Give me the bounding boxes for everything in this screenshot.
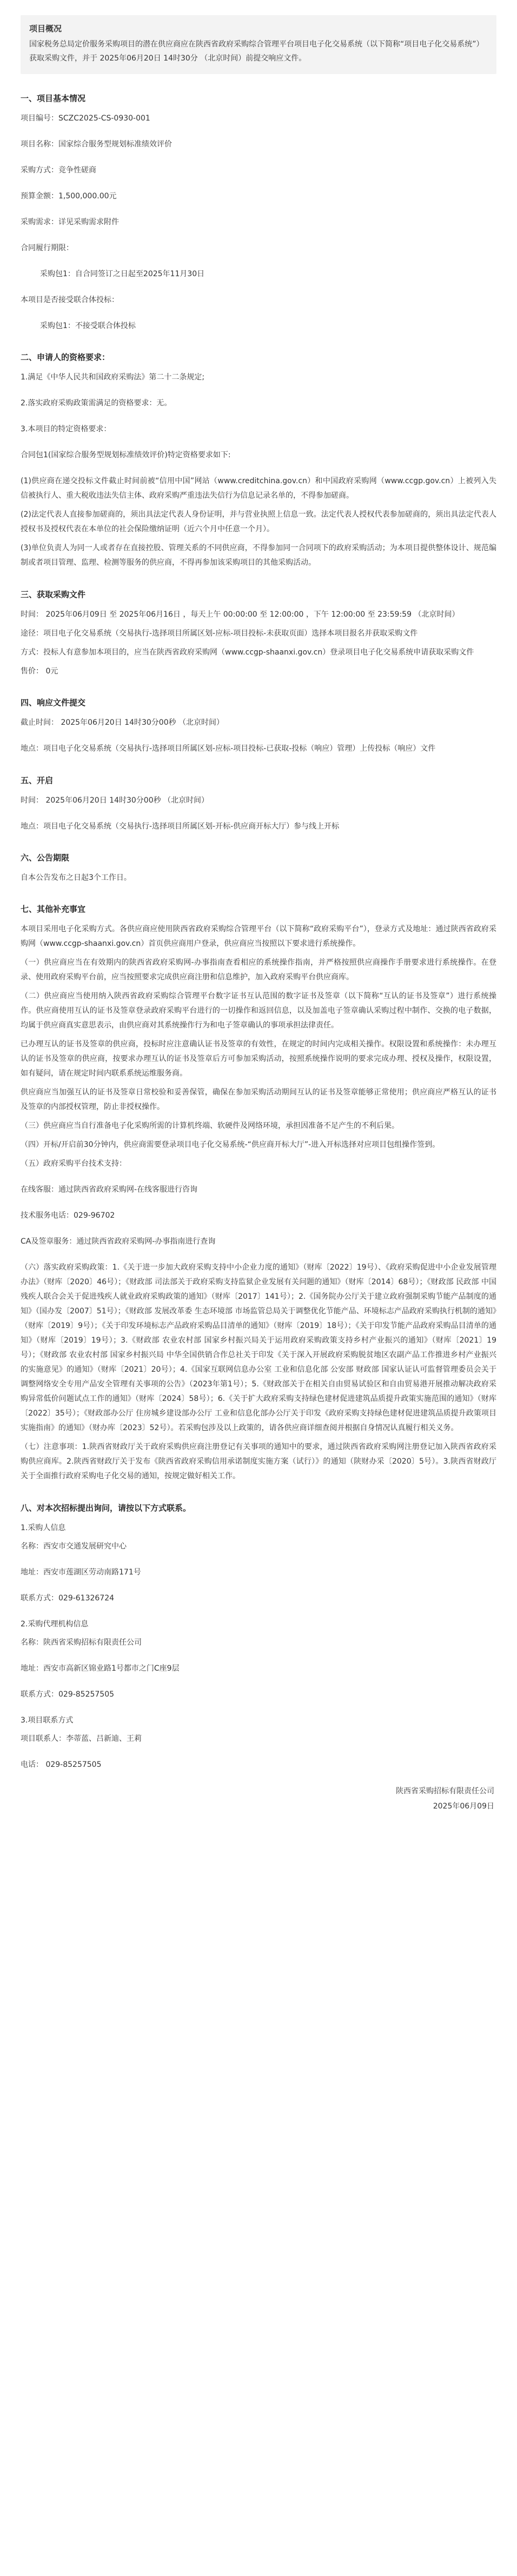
other-matters-paragraph: 已办理互认的证书及签章的供应商，投标时应注意确认证书及签章的有效性，在规定的时间内完成相关操作。权限设置和系统操作：未办理互认的证书及签章的供应商，按要求办理互认的证书及签章后方可参加采购活动，按照系统操作说明的要求完成办理、授权及操作，权限设置，如有疑问，请在规定时间内联系系统运维服务商。: [21, 1040, 496, 1078]
online-service: 在线客服：通过陕西省政府采购网-在线客服进行咨询: [21, 1185, 198, 1194]
other-matters-paragraph: （三）供应商应当自行准备电子化采购所需的计算机终端、软硬件及网络环境，承担因准备不足产生的不利后果。: [21, 1122, 399, 1130]
package-qualification-intro: 合同包1(国家综合服务型规划标准绩效评价)特定资格要求如下:: [21, 451, 231, 459]
signature-date: 2025年06月09日: [433, 1802, 494, 1811]
other-matters-paragraph: 供应商应当加强互认的证书及签章日常校验和妥善保管，确保在参加采购活动期间互认的证书及签章能够正常使用；供应商应严格互认的证书及签章的内部授权管理，防止非授权操作。: [21, 1088, 496, 1111]
policy-paragraph: （六）落实政府采购政策：1.《关于进一步加大政府采购支持中小企业力度的通知》（财库〔2022〕19号）、《政府采购促进中小企业发展管理办法》（财库〔2020〕46号）；《财政部 司法部关于政府采购支持监狱企业发展有关问题的通知》（财库〔2014〕68号）；《财政部 民政部 中国残疾人联合会关于促进残疾人就业政府采购政策的通知》（财库〔2017〕141号）；2.《国务院办公厅关于建立政府强制采购节能产品制度的通知》（国办发〔2007〕51号）；《财政部 发展改革委 生态环境部 市场监管总局关于调整优化节能产品、环境标志产品政府采购执行机制的通知》（财库〔2019〕9号）；《关于印发环境标志产品政府采购品目清单的通知》（财库〔2019〕18号）；《关于印发节能产品政府采购品目清单的通知》（财库〔2019〕19号）；3.《财政部 农业农村部 国家乡村振兴局关于运用政府采购政策支持乡村产业振兴的通知》（财库〔2021〕19号）；《财政部 农业农村部 国家乡村振兴局 中华全国供销合作总社关于印发《关于深入开展政府采购脱贫地区农副产品工作推进乡村产业振兴的实施意见》的通知》（财库〔2021〕20号）；4.《国家互联网信息办公室 工业和信息化部 公安部 财政部 国家认证认可监督管理委员会关于调整网络安全专用产品安全管理有关事项的公告》（2023年第1号）；5.《财政部关于在相关自由贸易试验区和自由贸易港开展推动解决政府采购异常低价问题试点工作的通知》（财库〔2024〕58号）；6.《关于扩大政府采购支持绿色建材促进建筑品质提升政策实施范围的通知》（财库〔2022〕35号）；《财政部办公厅 住房城乡建设部办公厅 工业和信息化部办公厅关于印发《政府采购支持绿色建材促进建筑品质提升政策项目实施指南》的通知》（财办库〔2023〕52号）。若采购包涉及以上政策的，请各供应商详细查阅并根据自身情况认真履行相关义务。: [21, 1263, 496, 1432]
contract-term-value: 采购包1：自合同签订之日起至2025年11月30日: [40, 270, 205, 278]
obtain-route: 途径：项目电子化交易系统（交易执行-选择项目所属区划-应标-项目投标-未获取页面）选择本项目报名并获取采购文件: [21, 629, 418, 638]
ca-service: CA及签章服务：通过陕西省政府采购网-办事指南进行查询: [21, 1237, 216, 1246]
qualification-item: 1.满足《中华人民共和国政府采购法》第二十二条规定;: [21, 373, 205, 382]
agency-heading: 2.采购代理机构信息: [21, 1620, 89, 1629]
project-contact-phone: 电话： 029-85257505: [21, 1760, 102, 1769]
other-matters-paragraph: 本项目采用电子化采购方式。各供应商应使用陕西省政府采购综合管理平台（以下简称“政府采购平台”），登录方式及地址：通过陕西省政府采购网（www.ccgp-shaanxi.gov.cn）首页供应商用户登录，供应商应当按照以下要求进行系统操作。: [21, 925, 496, 948]
section-contact-title: 八、对本次招标提出询问，请按以下方式联系。: [21, 1503, 191, 1513]
signature-block: [21, 1784, 496, 1814]
summary-heading: 项目概况: [29, 24, 62, 34]
purchaser-phone: 联系方式：029-61326724: [21, 1594, 115, 1603]
project-number: 项目编号：SCZC2025-CS-0930-001: [21, 114, 150, 123]
budget-amount: 预算金额：1,500,000.00元: [21, 192, 117, 201]
section-obtain-documents-title: 三、获取采购文件: [21, 590, 86, 599]
qualification-item: 3.本项目的特定资格要求：: [21, 425, 111, 433]
summary-text: 国家税务总局定价服务采购项目的潜在供应商应在陕西省政府采购综合管理平台项目电子化交易系统（以下简称“项目电子化交易系统”）获取采购文件，并于 2025年06月20日 14时30分 （北京时间）前提交响应文件。: [29, 40, 484, 63]
notice-period-text: 自本公告发布之日起3个工作日。: [21, 873, 131, 882]
project-contact-heading: 3.项目联系方式: [21, 1716, 74, 1725]
obtain-method: 方式：投标人有意参加本项目的，应当在陕西省政府采购网（www.ccgp-shaanxi.gov.cn）登录项目电子化交易系统申请获取采购文件: [21, 648, 474, 657]
qualification-requirement: (1)供应商在递交投标文件截止时间前被“信用中国”网站（www.creditchina.gov.cn）和中国政府采购网（www.ccgp.gov.cn）上被列入失信被执行人、重大税收违法失信主体、政府采购严重违法失信行为信息记录名单的，不得参加磋商。: [21, 477, 496, 500]
procurement-method: 采购方式：竞争性磋商: [21, 166, 96, 175]
agency-phone: 联系方式：029-85257505: [21, 1690, 115, 1699]
submission-deadline: 截止时间： 2025年06月20日 14时30分00秒 （北京时间）: [21, 718, 224, 727]
project-contact-people: 项目联系人：李蒂蓝、吕新迪、王莉: [21, 1734, 142, 1743]
opening-place: 地点：项目电子化交易系统（交易执行-选择项目所属区划-开标-供应商开标大厅）参与线上开标: [21, 822, 340, 831]
tech-support-heading: （五）政府采购平台技术支持：: [21, 1159, 127, 1168]
section-other-matters-title: 七、其他补充事宜: [21, 904, 86, 914]
consortium-value: 采购包1：不接受联合体投标: [40, 322, 136, 330]
purchaser-address: 地址：西安市莲湖区劳动南路171号: [21, 1568, 141, 1577]
qualification-requirement: (3)单位负责人为同一人或者存在直接控股、管理关系的不同供应商，不得参加同一合同项下的政府采购活动；为本项目提供整体设计、规范编制或者项目管理、监理、检测等服务的供应商，不得再参加该采购项目的其他采购活动。: [21, 544, 496, 567]
obtain-time: 时间： 2025年06月09日 至 2025年06月16日 ，每天上午 00:00:00 至 12:00:00 ，下午 12:00:00 至 23:59:59 （北京时间）: [21, 610, 460, 619]
section-submission-title: 四、响应文件提交: [21, 698, 86, 708]
other-matters-paragraph: （四）开标/开启前30分钟内，供应商需要登录项目电子化交易系统-“供应商开标大厅”-进入开标选择对应项目包组操作签到。: [21, 1140, 440, 1149]
purchaser-heading: 1.采购人信息: [21, 1524, 66, 1532]
document-price: 售价： 0元: [21, 667, 58, 676]
procurement-needs: 采购需求：详见采购需求附件: [21, 218, 119, 226]
agency-name: 名称：陕西省采购招标有限责任公司: [21, 1638, 142, 1647]
purchaser-name: 名称：西安市交通发展研究中心: [21, 1542, 127, 1551]
opening-time: 时间： 2025年06月20日 14时30分00秒 （北京时间）: [21, 796, 209, 805]
section-basic-info-title: 一、项目基本情况: [21, 94, 86, 103]
consortium-label: 本项目是否接受联合体投标：: [21, 296, 119, 304]
project-summary-box: [21, 15, 496, 74]
qualification-item: 2.落实政府采购政策需满足的资格要求：无。: [21, 399, 172, 408]
submission-place: 地点：项目电子化交易系统（交易执行-选择项目所属区划-应标-项目投标-已获取-投标（响应）管理）上传投标（响应）文件: [21, 744, 436, 753]
project-name: 项目名称：国家综合服务型规划标准绩效评价: [21, 140, 172, 149]
other-matters-paragraph: （二）供应商应当使用纳入陕西省政府采购综合管理平台数字证书互认范围的数字证书及签章（以下简称“互认的证书及签章”）进行系统操作。供应商使用互认的证书及签章登录政府采购平台进行的一切操作和返回信息，以及加盖电子签章确认采购过程中制作、交换的电子数据，均属于供应商真实意思表示，由供应商对其系统操作行为和电子签章确认的事项承担法律责任。: [21, 992, 496, 1030]
signature-org: 陕西省采购招标有限责任公司: [396, 1787, 494, 1796]
tech-support-phone: 技术服务电话：029-96702: [21, 1211, 115, 1220]
section-opening-title: 五、开启: [21, 776, 54, 785]
notes-paragraph: （七）注意事项：1.陕西省财政厅关于政府采购供应商注册登记有关事项的通知中的要求，通过陕西省政府采购网注册登记加入陕西省政府采购供应商库。2.陕西省财政厅关于发布《陕西省政府采购信用承诺制度实施方案（试行）》的通知（陕财办采〔2020〕5号）。3.陕西省财政厅关于全面推行政府采购电子化交易的通知，按规定做好相关工作。: [21, 1443, 496, 1480]
section-qualification-title: 二、申请人的资格要求：: [21, 352, 110, 362]
section-notice-period-title: 六、公告期限: [21, 853, 70, 863]
qualification-requirement: (2)法定代表人直接参加磋商的，须出具法定代表人身份证明，并与营业执照上信息一致。法定代表人授权代表参加磋商的，须出具法定代表人授权书及授权代表在本单位的社会保险缴纳证明（近六个月中任意一个月）。: [21, 510, 496, 533]
contract-term-label: 合同履行期限：: [21, 244, 74, 252]
agency-address: 地址：西安市高新区锦业路1号都市之门C座9层: [21, 1664, 180, 1673]
other-matters-paragraph: （一）供应商应当在有效期内的陕西省政府采购网-办事指南查看相应的系统操作指南，并严格按照供应商操作手册要求进行系统操作。在登录、使用政府采购平台前，应当按照要求完成供应商注册和信息维护，加入政府采购平台供应商库。: [21, 958, 496, 982]
